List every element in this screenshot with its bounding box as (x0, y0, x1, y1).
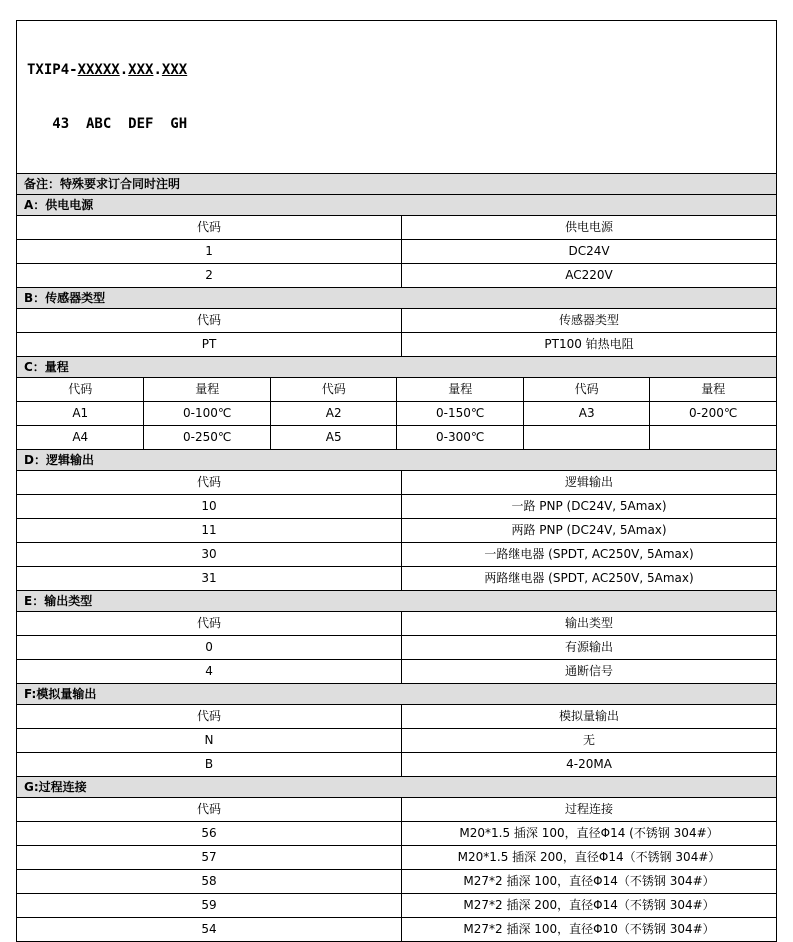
table-row (17, 917, 776, 941)
table-row (17, 401, 776, 425)
desc-cell: DC24V (401, 240, 776, 263)
code-cell: 58 (201, 874, 217, 888)
code-cell: 57 (201, 850, 217, 864)
column-header-desc: 输出类型 (401, 612, 776, 635)
table-row (17, 821, 776, 845)
column-header-code: 代码 (197, 802, 222, 816)
column-header-code: 代码 (197, 709, 222, 723)
desc-cell: 一路继电器 (SPDT, AC250V, 5Amax) (401, 543, 776, 566)
column-header-code: 代码 (197, 475, 222, 489)
section-a-title: A：供电电源 (17, 194, 776, 215)
column-header-desc: 逻辑输出 (401, 471, 776, 494)
column-header-code: 代码 (523, 378, 649, 401)
range-cell (649, 426, 776, 449)
code-cell: 0 (205, 640, 213, 654)
code-cell: A3 (523, 402, 649, 425)
table-row (17, 239, 776, 263)
table-row (17, 659, 776, 683)
range-cell: 0-250℃ (143, 426, 269, 449)
code-cell: 59 (201, 898, 217, 912)
column-header-desc: 供电电源 (401, 216, 776, 239)
column-header-range: 量程 (396, 378, 522, 401)
table-row (17, 425, 776, 449)
code-cell: 4 (205, 664, 213, 678)
desc-cell: 4-20MA (401, 753, 776, 776)
code-cell: A4 (72, 430, 89, 444)
desc-cell: AC220V (401, 264, 776, 287)
code-cell: 54 (201, 922, 217, 936)
column-header-range: 量程 (649, 378, 776, 401)
table-row (17, 494, 776, 518)
desc-cell: 两路继电器 (SPDT, AC250V, 5Amax) (401, 567, 776, 590)
section-c-title: C：量程 (17, 356, 776, 377)
code-cell (523, 426, 649, 449)
desc-cell: 有源输出 (401, 636, 776, 659)
range-cell: 0-150℃ (396, 402, 522, 425)
model-field-def: XXX (128, 62, 154, 78)
column-header-code: 代码 (197, 220, 222, 234)
desc-cell: M27*2 插深 100，直径Φ14（不锈钢 304#） (401, 870, 776, 893)
section-e-title: E：输出类型 (17, 590, 776, 611)
desc-cell: PT100 铂热电阻 (401, 333, 776, 356)
column-header-desc: 传感器类型 (401, 309, 776, 332)
code-cell: A5 (270, 426, 396, 449)
model-field-abc: XXXXX (77, 62, 120, 78)
table-row (17, 263, 776, 287)
column-header-range: 量程 (143, 378, 269, 401)
code-cell: A1 (72, 406, 89, 420)
table-header-row (17, 611, 776, 635)
code-cell: 11 (201, 523, 217, 537)
ordering-code-table (16, 20, 777, 942)
table-row (17, 845, 776, 869)
column-header-code: 代码 (68, 382, 93, 396)
table-row (17, 728, 776, 752)
desc-cell: M20*1.5 插深 100，直径Φ14 (不锈钢 304#） (401, 822, 776, 845)
column-header-code: 代码 (197, 313, 222, 327)
column-header-code: 代码 (270, 378, 396, 401)
code-cell: B (204, 757, 214, 771)
column-header-desc: 模拟量输出 (401, 705, 776, 728)
code-cell: 56 (201, 826, 217, 840)
code-cell: 10 (201, 499, 217, 513)
table-row (17, 635, 776, 659)
code-cell: PT (201, 337, 217, 351)
desc-cell: 通断信号 (401, 660, 776, 683)
model-prefix: TXIP4- (27, 62, 78, 78)
note-row: 备注：特殊要求订合同时注明 (17, 173, 776, 194)
model-code-block (17, 21, 776, 173)
desc-cell: M27*2 插深 100，直径Φ10（不锈钢 304#） (401, 918, 776, 941)
table-row (17, 332, 776, 356)
code-cell: 31 (201, 571, 217, 585)
section-f-title: F:模拟量输出 (17, 683, 776, 704)
desc-cell: 一路 PNP (DC24V, 5Amax) (401, 495, 776, 518)
code-cell: 1 (205, 244, 213, 258)
range-cell: 0-300℃ (396, 426, 522, 449)
table-header-row (17, 215, 776, 239)
table-row (17, 566, 776, 590)
desc-cell: M20*1.5 插深 200，直径Φ14（不锈钢 304#） (401, 846, 776, 869)
model-dot: . (119, 62, 129, 78)
table-header-row (17, 797, 776, 821)
desc-cell: 无 (401, 729, 776, 752)
section-g-title: G:过程连接 (17, 776, 776, 797)
code-cell: N (204, 733, 214, 747)
table-header-row (17, 377, 776, 401)
table-header-row (17, 308, 776, 332)
table-row (17, 893, 776, 917)
model-field-gh: XXX (161, 62, 188, 78)
desc-cell: M27*2 插深 200，直径Φ14（不锈钢 304#） (401, 894, 776, 917)
code-cell: 2 (205, 268, 213, 282)
table-row (17, 869, 776, 893)
column-header-desc: 过程连接 (401, 798, 776, 821)
model-dot: . (153, 62, 162, 78)
table-row (17, 752, 776, 776)
table-header-row (17, 704, 776, 728)
range-cell: 0-200℃ (649, 402, 776, 425)
section-d-title: D：逻辑输出 (17, 449, 776, 470)
range-cell: 0-100℃ (143, 402, 269, 425)
table-header-row (17, 470, 776, 494)
code-cell: 30 (201, 547, 217, 561)
table-row (17, 542, 776, 566)
model-code-line2: 43 ABC DEF GH (27, 116, 188, 132)
column-header-code: 代码 (197, 616, 222, 630)
model-code-line1 (27, 61, 776, 79)
code-cell: A2 (270, 402, 396, 425)
desc-cell: 两路 PNP (DC24V, 5Amax) (401, 519, 776, 542)
table-row (17, 518, 776, 542)
section-b-title: B：传感器类型 (17, 287, 776, 308)
